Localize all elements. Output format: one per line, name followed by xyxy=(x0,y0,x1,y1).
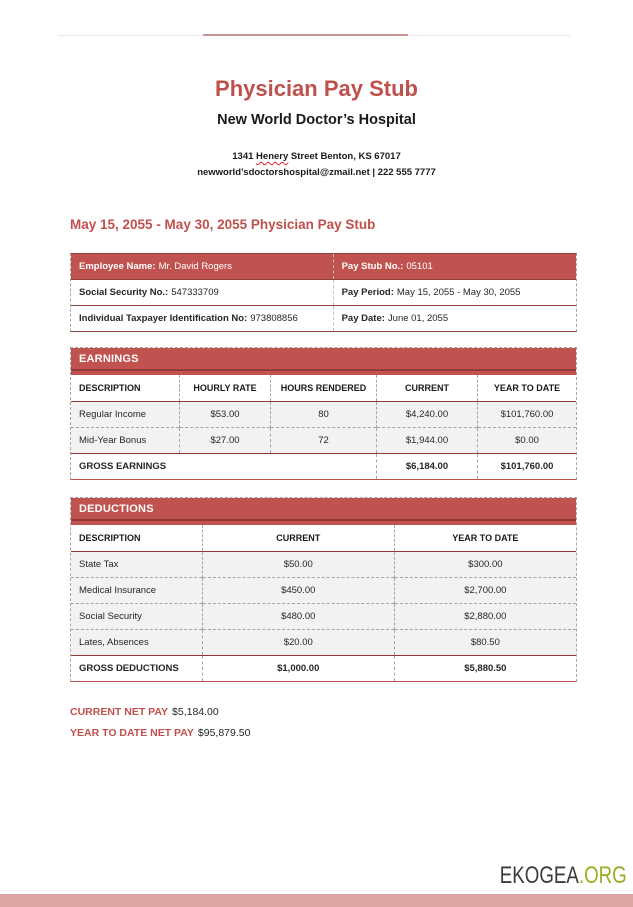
employee-info-row xyxy=(71,280,576,306)
deduction-ytd: $2,700.00 xyxy=(394,578,576,604)
deduction-description: Lates, Absences xyxy=(71,630,202,656)
deduction-current: $450.00 xyxy=(202,578,394,604)
gross-deductions-current: $1,000.00 xyxy=(202,656,394,682)
deductions-col-current: CURRENT xyxy=(202,525,394,552)
pay-period-heading: May 15, 2055 - May 30, 2055 Physician Pay Stub xyxy=(70,217,376,232)
ssn-cell xyxy=(71,280,333,306)
net-pay-ytd xyxy=(70,723,577,744)
deduction-ytd: $80.50 xyxy=(394,630,576,656)
earnings-col-description: DESCRIPTION xyxy=(71,375,180,402)
page-title: Physician Pay Stub xyxy=(215,76,418,101)
employee-name-cell xyxy=(71,254,333,280)
ssn-label: Social Security No.: xyxy=(79,287,169,298)
deduction-current: $50.00 xyxy=(202,552,394,578)
employee-info-row xyxy=(71,306,576,332)
earnings-current: $1,944.00 xyxy=(377,428,478,454)
top-rule-accent xyxy=(203,34,408,36)
deductions-row xyxy=(71,552,576,578)
earnings-ytd: $0.00 xyxy=(478,428,577,454)
gross-deductions-label: GROSS DEDUCTIONS xyxy=(71,656,202,682)
deductions-header-row xyxy=(71,525,576,552)
deduction-current: $480.00 xyxy=(202,604,394,630)
deduction-description: Social Security xyxy=(71,604,202,630)
net-pay-current-value: $5,184.00 xyxy=(172,706,219,718)
deductions-total-row xyxy=(71,656,576,682)
employee-name-value: Mr. David Rogers xyxy=(158,261,232,272)
deductions-row xyxy=(71,578,576,604)
document-header xyxy=(0,0,633,181)
deductions-title-bar: DEDUCTIONS xyxy=(71,498,576,521)
earnings-hours: 72 xyxy=(270,428,376,454)
net-pay-ytd-label: YEAR TO DATE NET PAY xyxy=(70,727,194,739)
earnings-hourly-rate: $53.00 xyxy=(180,402,271,428)
earnings-title-bar: EARNINGS xyxy=(71,348,576,371)
earnings-hours: 80 xyxy=(270,402,376,428)
net-pay-summary xyxy=(70,702,577,744)
employee-info-table xyxy=(70,253,577,332)
earnings-description: Regular Income xyxy=(71,402,180,428)
earnings-current: $4,240.00 xyxy=(377,402,478,428)
itin-cell xyxy=(71,306,333,332)
deductions-col-description: DESCRIPTION xyxy=(71,525,202,552)
employee-info-row xyxy=(71,254,576,280)
deduction-description: State Tax xyxy=(71,552,202,578)
earnings-total-row xyxy=(71,454,576,480)
pay-period-value: May 15, 2055 - May 30, 2055 xyxy=(396,287,521,298)
employee-name-label: Employee Name: xyxy=(79,261,156,272)
hospital-name: New World Doctor’s Hospital xyxy=(217,112,416,128)
pay-stub-no-cell xyxy=(333,254,576,280)
address-number: 1341 xyxy=(232,151,257,162)
earnings-col-ytd: YEAR TO DATE xyxy=(478,375,577,402)
pay-period-cell xyxy=(333,280,576,306)
earnings-header-row xyxy=(71,375,576,402)
pay-date-label: Pay Date: xyxy=(341,313,385,324)
deductions-table xyxy=(70,497,577,682)
footer-divider xyxy=(0,890,633,891)
contact-line: newworld’sdoctorshospital@zmail.net | 222 555 7777 xyxy=(197,167,436,178)
brand-tld: .ORG xyxy=(579,862,627,889)
earnings-col-current: CURRENT xyxy=(377,375,478,402)
earnings-hourly-rate: $27.00 xyxy=(180,428,271,454)
earnings-description: Mid-Year Bonus xyxy=(71,428,180,454)
address-block xyxy=(0,149,633,181)
pay-stub-no-value: 05101 xyxy=(406,261,433,272)
net-pay-ytd-value: $95,879.50 xyxy=(197,727,251,739)
earnings-row xyxy=(71,402,576,428)
itin-label: Individual Taxpayer Identification No: xyxy=(79,313,248,324)
address-line xyxy=(0,149,633,165)
deduction-description: Medical Insurance xyxy=(71,578,202,604)
gross-deductions-ytd: $5,880.50 xyxy=(394,656,576,682)
pay-period-label: Pay Period: xyxy=(341,287,394,298)
itin-value: 973808856 xyxy=(250,313,298,324)
footer-brand xyxy=(500,864,627,888)
earnings-ytd: $101,760.00 xyxy=(478,402,577,428)
net-pay-current xyxy=(70,702,577,723)
footer-bar xyxy=(0,894,633,907)
deductions-row xyxy=(71,604,576,630)
deduction-ytd: $300.00 xyxy=(394,552,576,578)
address-street-misspelled: Henery xyxy=(256,151,289,162)
gross-earnings-label: GROSS EARNINGS xyxy=(71,454,377,480)
content-area xyxy=(70,217,577,744)
earnings-col-hours-rendered: HOURS RENDERED xyxy=(270,375,376,402)
gross-earnings-current: $6,184.00 xyxy=(377,454,478,480)
gross-earnings-ytd: $101,760.00 xyxy=(478,454,577,480)
ssn-value: 547333709 xyxy=(171,287,219,298)
earnings-row xyxy=(71,428,576,454)
deductions-row xyxy=(71,630,576,656)
deduction-current: $20.00 xyxy=(202,630,394,656)
deductions-col-ytd: YEAR TO DATE xyxy=(394,525,576,552)
pay-date-cell xyxy=(333,306,576,332)
address-rest: Street Benton, KS 67017 xyxy=(288,151,401,162)
earnings-col-hourly-rate: HOURLY RATE xyxy=(180,375,271,402)
pay-date-value: June 01, 2055 xyxy=(387,313,449,324)
pay-stub-no-label: Pay Stub No.: xyxy=(341,261,404,272)
net-pay-current-label: CURRENT NET PAY xyxy=(70,706,169,718)
earnings-table xyxy=(70,347,577,480)
brand-name: EKOGEA xyxy=(500,862,580,889)
deduction-ytd: $2,880.00 xyxy=(394,604,576,630)
